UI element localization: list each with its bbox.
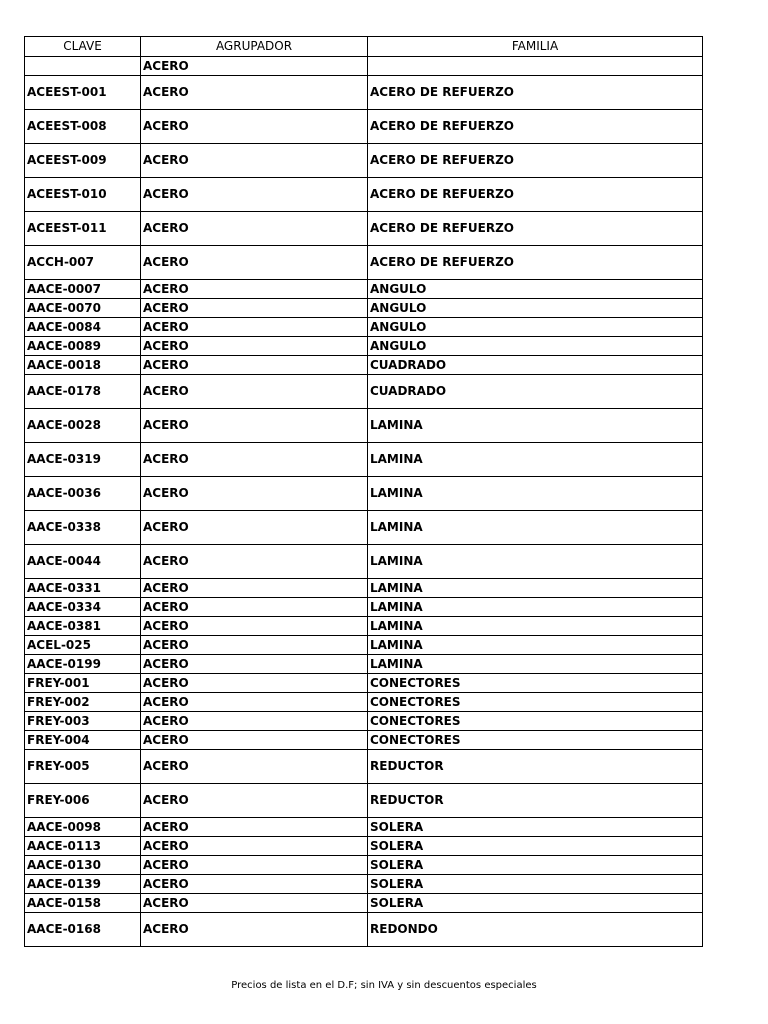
cell-clave: AACE-0158 (25, 894, 141, 913)
table-header-row (25, 37, 703, 57)
cell-clave: AACE-0044 (25, 545, 141, 579)
cell-agrupador: ACERO (141, 443, 368, 477)
table-row (25, 894, 703, 913)
cell-agrupador: ACERO (141, 212, 368, 246)
cell-familia: LAMINA (368, 477, 703, 511)
table-row (25, 443, 703, 477)
cell-clave: ACCH-007 (25, 246, 141, 280)
table-row (25, 712, 703, 731)
cell-clave: AACE-0070 (25, 299, 141, 318)
cell-familia: ACERO DE REFUERZO (368, 246, 703, 280)
cell-familia: CONECTORES (368, 731, 703, 750)
cell-agrupador: ACERO (141, 837, 368, 856)
table-row (25, 110, 703, 144)
table-body (25, 57, 703, 947)
cell-agrupador: ACERO (141, 375, 368, 409)
cell-familia: CUADRADO (368, 356, 703, 375)
cell-clave: AACE-0319 (25, 443, 141, 477)
cell-familia: CONECTORES (368, 674, 703, 693)
cell-agrupador: ACERO (141, 299, 368, 318)
cell-agrupador: ACERO (141, 356, 368, 375)
cell-clave: AACE-0036 (25, 477, 141, 511)
table-row (25, 144, 703, 178)
cell-familia: REDUCTOR (368, 750, 703, 784)
cell-familia: SOLERA (368, 856, 703, 875)
cell-clave: FREY-001 (25, 674, 141, 693)
table-row (25, 299, 703, 318)
cell-agrupador: ACERO (141, 875, 368, 894)
table-row (25, 875, 703, 894)
cell-agrupador: ACERO (141, 178, 368, 212)
cell-clave: AACE-0084 (25, 318, 141, 337)
cell-familia: ANGULO (368, 280, 703, 299)
cell-clave: FREY-002 (25, 693, 141, 712)
cell-agrupador: ACERO (141, 693, 368, 712)
table-row (25, 337, 703, 356)
cell-agrupador: ACERO (141, 712, 368, 731)
cell-familia: CONECTORES (368, 693, 703, 712)
cell-agrupador: ACERO (141, 337, 368, 356)
cell-clave: AACE-0168 (25, 913, 141, 947)
cell-agrupador: ACERO (141, 511, 368, 545)
table-row (25, 636, 703, 655)
cell-familia: ACERO DE REFUERZO (368, 110, 703, 144)
cell-clave: AACE-0139 (25, 875, 141, 894)
cell-clave: ACEEST-001 (25, 76, 141, 110)
cell-clave: FREY-006 (25, 784, 141, 818)
cell-familia: SOLERA (368, 875, 703, 894)
header-familia: FAMILIA (368, 37, 703, 57)
cell-clave: FREY-005 (25, 750, 141, 784)
cell-clave: AACE-0089 (25, 337, 141, 356)
cell-agrupador: ACERO (141, 894, 368, 913)
table-row (25, 731, 703, 750)
table-row (25, 913, 703, 947)
table-row (25, 750, 703, 784)
table-row (25, 674, 703, 693)
cell-clave: AACE-0113 (25, 837, 141, 856)
cell-familia: CONECTORES (368, 712, 703, 731)
table-row (25, 511, 703, 545)
table-row (25, 784, 703, 818)
cell-familia: LAMINA (368, 636, 703, 655)
cell-familia: ANGULO (368, 299, 703, 318)
table-row (25, 545, 703, 579)
cell-agrupador: ACERO (141, 750, 368, 784)
cell-familia: SOLERA (368, 818, 703, 837)
cell-agrupador: ACERO (141, 280, 368, 299)
table-row (25, 617, 703, 636)
cell-familia: LAMINA (368, 579, 703, 598)
cell-familia: ANGULO (368, 337, 703, 356)
cell-familia: LAMINA (368, 617, 703, 636)
cell-agrupador: ACERO (141, 579, 368, 598)
cell-clave: AACE-0381 (25, 617, 141, 636)
table-row (25, 356, 703, 375)
cell-agrupador: ACERO (141, 110, 368, 144)
table-row (25, 818, 703, 837)
table-row (25, 76, 703, 110)
cell-clave: AACE-0338 (25, 511, 141, 545)
table-row (25, 837, 703, 856)
cell-familia: LAMINA (368, 655, 703, 674)
cell-clave: ACEEST-010 (25, 178, 141, 212)
cell-familia: SOLERA (368, 837, 703, 856)
cell-agrupador: ACERO (141, 144, 368, 178)
cell-agrupador: ACERO (141, 477, 368, 511)
header-agrupador: AGRUPADOR (141, 37, 368, 57)
cell-familia: REDONDO (368, 913, 703, 947)
cell-agrupador: ACERO (141, 409, 368, 443)
cell-clave: AACE-0331 (25, 579, 141, 598)
cell-familia: LAMINA (368, 409, 703, 443)
cell-agrupador: ACERO (141, 731, 368, 750)
cell-familia: LAMINA (368, 511, 703, 545)
cell-agrupador: ACERO (141, 674, 368, 693)
cell-agrupador: ACERO (141, 856, 368, 875)
table-row (25, 375, 703, 409)
cell-clave: FREY-003 (25, 712, 141, 731)
cell-clave: AACE-0199 (25, 655, 141, 674)
table-row (25, 57, 703, 76)
cell-clave: AACE-0007 (25, 280, 141, 299)
cell-familia: ACERO DE REFUERZO (368, 144, 703, 178)
table-row (25, 598, 703, 617)
cell-clave: FREY-004 (25, 731, 141, 750)
cell-agrupador: ACERO (141, 57, 368, 76)
cell-agrupador: ACERO (141, 545, 368, 579)
cell-clave: AACE-0098 (25, 818, 141, 837)
cell-clave: ACEL-025 (25, 636, 141, 655)
cell-familia: ACERO DE REFUERZO (368, 76, 703, 110)
cell-agrupador: ACERO (141, 76, 368, 110)
table-row (25, 409, 703, 443)
cell-familia: REDUCTOR (368, 784, 703, 818)
cell-clave: AACE-0130 (25, 856, 141, 875)
cell-agrupador: ACERO (141, 617, 368, 636)
cell-familia: LAMINA (368, 545, 703, 579)
cell-familia: LAMINA (368, 598, 703, 617)
cell-clave: AACE-0028 (25, 409, 141, 443)
cell-clave: ACEEST-008 (25, 110, 141, 144)
cell-familia: ANGULO (368, 318, 703, 337)
table-row (25, 212, 703, 246)
cell-agrupador: ACERO (141, 655, 368, 674)
table-row (25, 856, 703, 875)
cell-clave (25, 57, 141, 76)
table-row (25, 280, 703, 299)
cell-agrupador: ACERO (141, 246, 368, 280)
table-row (25, 655, 703, 674)
cell-agrupador: ACERO (141, 318, 368, 337)
cell-agrupador: ACERO (141, 784, 368, 818)
table-row (25, 246, 703, 280)
header-clave: CLAVE (25, 37, 141, 57)
cell-agrupador: ACERO (141, 636, 368, 655)
cell-agrupador: ACERO (141, 598, 368, 617)
cell-clave: ACEEST-009 (25, 144, 141, 178)
footer-note: Precios de lista en el D.F; sin IVA y sin descuentos especiales (231, 980, 537, 991)
cell-agrupador: ACERO (141, 913, 368, 947)
cell-clave: AACE-0178 (25, 375, 141, 409)
table-row (25, 693, 703, 712)
cell-clave: AACE-0334 (25, 598, 141, 617)
cell-familia (368, 57, 703, 76)
cell-agrupador: ACERO (141, 818, 368, 837)
price-list-table (24, 36, 703, 947)
table-row (25, 318, 703, 337)
cell-familia: SOLERA (368, 894, 703, 913)
cell-clave: ACEEST-011 (25, 212, 141, 246)
cell-familia: LAMINA (368, 443, 703, 477)
table-row (25, 178, 703, 212)
table-row (25, 579, 703, 598)
cell-clave: AACE-0018 (25, 356, 141, 375)
cell-familia: ACERO DE REFUERZO (368, 178, 703, 212)
cell-familia: CUADRADO (368, 375, 703, 409)
table-row (25, 477, 703, 511)
cell-familia: ACERO DE REFUERZO (368, 212, 703, 246)
